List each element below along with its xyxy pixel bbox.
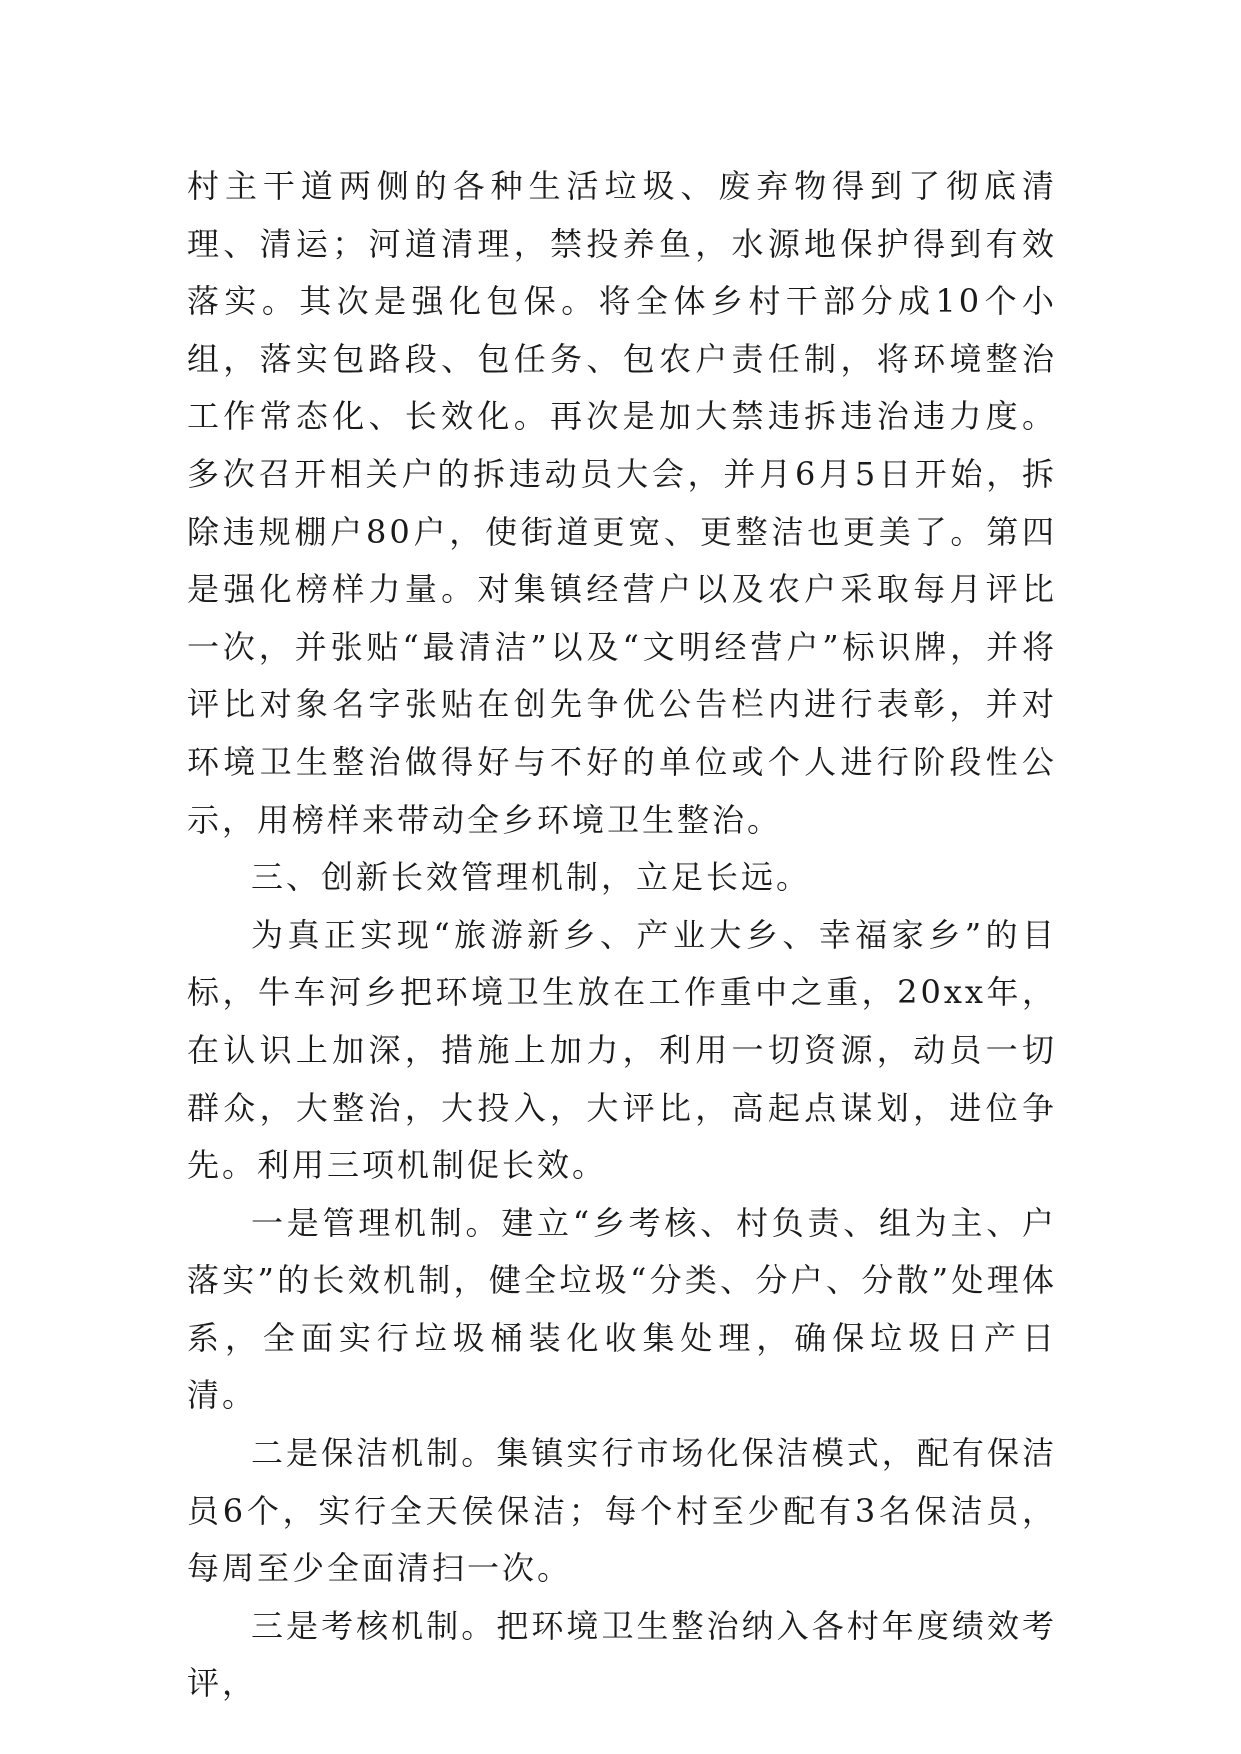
- paragraph-assessment-mechanism: 三是考核机制。把环境卫生整治纳入各村年度绩效考评，: [187, 1606, 1057, 1703]
- document-body: [187, 158, 1057, 1713]
- paragraph-cleaning-mechanism: 二是保洁机制。集镇实行市场化保洁模式，配有保洁员6个，实行全天侯保洁；每个村至少配有3名保洁员，每周至少全面清扫一次。: [187, 1434, 1057, 1588]
- paragraph-management-mechanism: 一是管理机制。建立“乡考核、村负责、组为主、户落实”的长效机制，健全垃圾“分类、分户、分散”处理体系，全面实行垃圾桶装化收集处理，确保垃圾日产日清。: [187, 1203, 1057, 1415]
- paragraph-3: 为真正实现“旅游新乡、产业大乡、幸福家乡”的目标，牛车河乡把环境卫生放在工作重中之重，20xx年，在认识上加深，措施上加力，利用一切资源，动员一切群众，大整治，大投入，大评比，高起点谋划，进位争先。利用三项机制促长效。: [187, 915, 1057, 1185]
- paragraph-1: 村主干道两侧的各种生活垃圾、废弃物得到了彻底清理、清运；河道清理，禁投养鱼，水源地保护得到有效落实。其次是强化包保。将全体乡村干部分成10个小组，落实包路段、包任务、包农户责任制，将环境整治工作常态化、长效化。再次是加大禁违拆违治违力度。多次召开相关户的拆违动员大会，并月6月5日开始，拆除违规棚户80户，使街道更宽、更整洁也更美了。第四是强化榜样力量。对集镇经营户以及农户采取每月评比一次，并张贴“最清洁”以及“文明经营户”标识牌，并将评比对象名字张贴在创先争优公告栏内进行表彰，并对环境卫生整治做得好与不好的单位或个人进行阶段性公示，用榜样来带动全乡环境卫生整治。: [187, 167, 1057, 839]
- section-heading-3: 三、创新长效管理机制，立足长远。: [251, 858, 812, 897]
